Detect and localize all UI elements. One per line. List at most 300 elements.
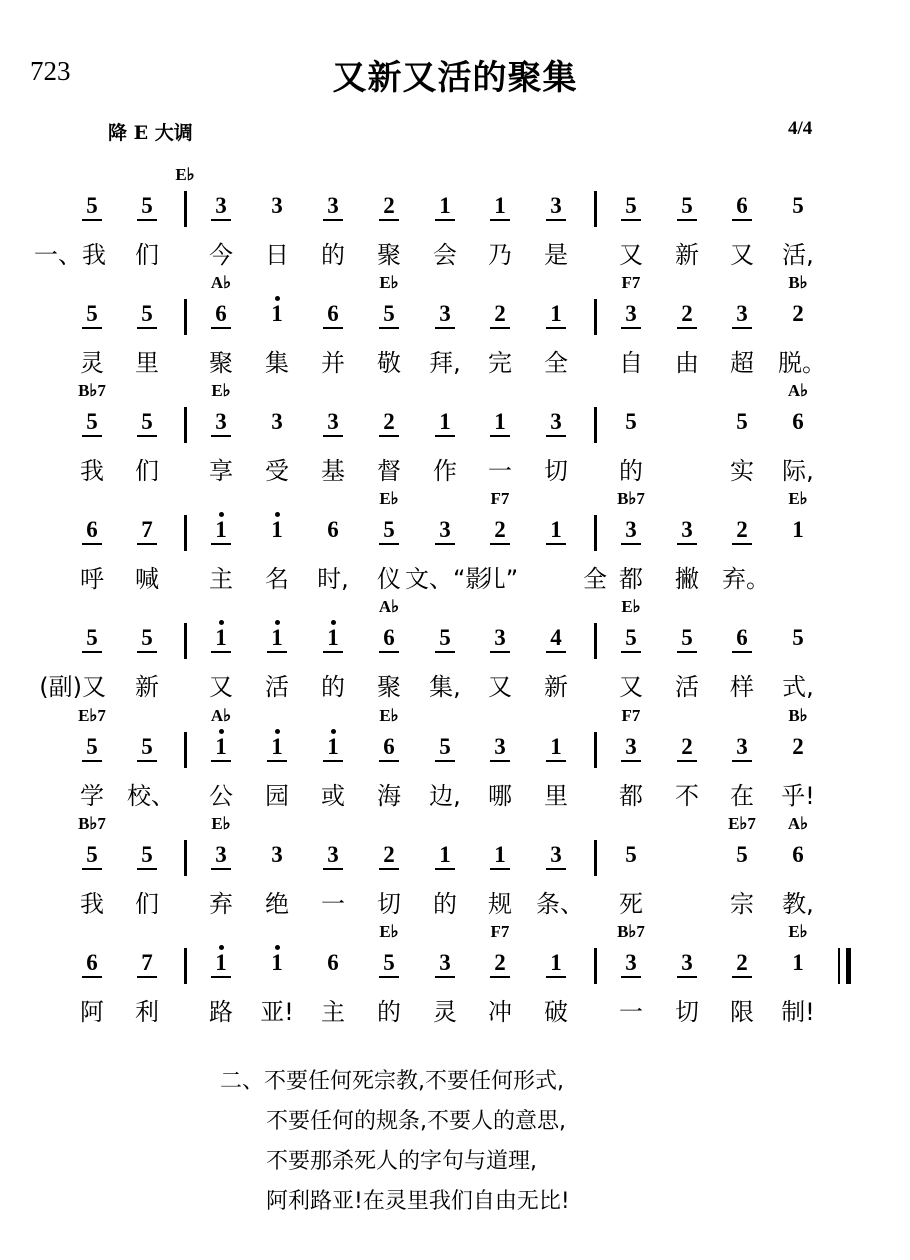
lyric-syllable: 呼 xyxy=(80,565,104,593)
note-digit xyxy=(425,625,465,651)
note-value: 5 xyxy=(86,409,98,434)
note-value: 6 xyxy=(736,625,748,650)
note-digit xyxy=(72,842,112,868)
note-value: 5 xyxy=(141,301,153,326)
note-digit xyxy=(201,625,241,651)
octave-dot xyxy=(219,620,224,625)
note-digit xyxy=(425,950,465,976)
lyric-syllable: 的 xyxy=(321,673,345,701)
note-digit xyxy=(425,193,465,219)
lyric-syllable: 教, xyxy=(782,890,814,918)
bar-line xyxy=(184,299,187,335)
note-value: 1 xyxy=(550,734,562,759)
note-digit xyxy=(313,734,353,760)
note-value: 1 xyxy=(792,517,804,542)
note-value: 2 xyxy=(383,193,395,218)
octave-dot xyxy=(219,512,224,517)
note-value: 5 xyxy=(141,625,153,650)
chord-symbol: B♭ xyxy=(788,273,808,292)
note-value: 5 xyxy=(141,734,153,759)
bar-line xyxy=(184,407,187,443)
lyric-syllable: 们 xyxy=(135,457,159,485)
note-value: 2 xyxy=(494,301,506,326)
note-value: 1 xyxy=(271,950,283,975)
note-value: 2 xyxy=(736,950,748,975)
note-value: 1 xyxy=(550,301,562,326)
lyric-syllable: 阿 xyxy=(80,998,104,1026)
note-value: 3 xyxy=(215,409,227,434)
note-digit xyxy=(722,625,762,651)
lyric-syllable: 或 xyxy=(321,782,345,810)
note-value: 7 xyxy=(141,950,153,975)
lyric-syllable: 限 xyxy=(730,998,754,1026)
note-digit xyxy=(201,734,241,760)
octave-dot xyxy=(275,945,280,950)
note-digit xyxy=(667,301,707,327)
lyric-syllable: 际, xyxy=(782,457,814,485)
note-value: 2 xyxy=(494,950,506,975)
lyric-syllable: 撇 xyxy=(675,565,699,593)
verse-two-line: 二、不要任何死宗教,不要任何形式, xyxy=(220,1069,564,1094)
lyric-syllable: 冲 xyxy=(488,998,512,1026)
lyric-syllable: 都 xyxy=(619,782,643,810)
lyric-syllable: 今 xyxy=(209,241,233,269)
final-bar-line xyxy=(846,948,851,984)
chord-symbol: E♭7 xyxy=(78,706,106,725)
note-value: 1 xyxy=(271,734,283,759)
bar-line xyxy=(594,623,597,659)
lyric-syllable: 一 xyxy=(321,890,345,918)
lyric-syllable: 破 xyxy=(544,998,568,1026)
note-digit xyxy=(536,193,576,219)
chord-symbol: E♭ xyxy=(621,597,641,616)
note-value: 5 xyxy=(383,301,395,326)
note-value: 1 xyxy=(271,301,283,326)
note-value: 3 xyxy=(215,193,227,218)
note-digit xyxy=(369,950,409,976)
bar-line xyxy=(184,948,187,984)
note-value: 6 xyxy=(327,517,339,542)
lyric-syllable: 路 xyxy=(209,998,233,1026)
note-digit xyxy=(127,301,167,327)
note-value: 2 xyxy=(736,517,748,542)
lyric-syllable: 边, xyxy=(429,782,461,810)
lyric-syllable: 主 xyxy=(209,565,233,593)
note-digit xyxy=(536,301,576,327)
lyric-syllable: 的 xyxy=(377,998,401,1026)
note-digit xyxy=(778,950,818,976)
note-digit xyxy=(72,625,112,651)
note-value: 1 xyxy=(215,950,227,975)
chord-symbol: A♭ xyxy=(787,814,809,833)
note-digit xyxy=(257,517,297,543)
note-digit xyxy=(201,517,241,543)
note-value: 3 xyxy=(271,842,283,867)
note-digit xyxy=(257,193,297,219)
lyric-syllable: 不 xyxy=(675,782,699,810)
bar-line xyxy=(184,191,187,227)
note-value: 6 xyxy=(383,734,395,759)
note-digit xyxy=(127,517,167,543)
note-value: 5 xyxy=(625,409,637,434)
verse-two-line: 不要那杀死人的字句与道理, xyxy=(266,1149,537,1174)
lyric-syllable: 一 xyxy=(488,457,512,485)
lyric-syllable: 敬 xyxy=(377,349,401,377)
note-digit xyxy=(72,517,112,543)
note-value: 6 xyxy=(215,301,227,326)
lyric-syllable: 新 xyxy=(675,241,699,269)
note-digit xyxy=(480,409,520,435)
note-value: 5 xyxy=(141,409,153,434)
note-value: 5 xyxy=(681,625,693,650)
note-value: 5 xyxy=(625,625,637,650)
note-value: 5 xyxy=(141,842,153,867)
chord-symbol: B♭7 xyxy=(617,489,645,508)
note-digit xyxy=(611,625,651,651)
chord-symbol: E♭ xyxy=(211,381,231,400)
note-digit xyxy=(480,734,520,760)
note-digit xyxy=(536,950,576,976)
chord-symbol: B♭7 xyxy=(78,814,106,833)
note-digit xyxy=(201,193,241,219)
note-digit xyxy=(127,409,167,435)
note-digit xyxy=(722,409,762,435)
note-digit xyxy=(257,409,297,435)
note-value: 1 xyxy=(792,950,804,975)
verse-two-line: 不要任何的规条,不要人的意思, xyxy=(266,1109,566,1134)
note-digit xyxy=(72,301,112,327)
note-digit xyxy=(127,625,167,651)
music-system xyxy=(0,922,910,1030)
lyric-syllable: 我 xyxy=(80,890,104,918)
chord-symbol: E♭ xyxy=(379,489,399,508)
chord-symbol: E♭ xyxy=(211,814,231,833)
lyric-syllable: 亚! xyxy=(260,998,294,1026)
lyric-syllable: 里 xyxy=(135,349,159,377)
lyric-syllable: 全 xyxy=(583,565,607,593)
lyric-syllable: 灵 xyxy=(433,998,457,1026)
lyric-syllable: 活 xyxy=(675,673,699,701)
lyric-syllable: 的 xyxy=(321,241,345,269)
lyric-syllable: 聚 xyxy=(377,673,401,701)
lyric-syllable: 样 xyxy=(730,673,754,701)
note-digit xyxy=(778,625,818,651)
note-digit xyxy=(201,409,241,435)
note-value: 3 xyxy=(439,301,451,326)
note-value: 3 xyxy=(327,409,339,434)
note-digit xyxy=(127,193,167,219)
note-value: 2 xyxy=(383,842,395,867)
note-value: 6 xyxy=(327,301,339,326)
note-digit xyxy=(536,517,576,543)
note-digit xyxy=(722,517,762,543)
note-digit xyxy=(480,625,520,651)
note-digit xyxy=(536,734,576,760)
chord-symbol: F7 xyxy=(490,489,510,508)
note-digit xyxy=(72,950,112,976)
chord-symbol: F7 xyxy=(621,706,641,725)
chord-symbol: E♭ xyxy=(788,489,808,508)
lyric-syllable: 制! xyxy=(781,998,815,1026)
lyric-syllable: 文、“影 xyxy=(405,565,490,593)
note-digit xyxy=(201,301,241,327)
note-value: 5 xyxy=(86,734,98,759)
lyric-syllable: 并 xyxy=(321,349,345,377)
lyric-syllable: 哪 xyxy=(488,782,512,810)
lyric-syllable: 受 xyxy=(265,457,289,485)
note-digit xyxy=(667,193,707,219)
note-digit xyxy=(201,950,241,976)
note-digit xyxy=(425,517,465,543)
note-digit xyxy=(480,517,520,543)
lyric-syllable: 灵 xyxy=(80,349,104,377)
chord-symbol: A♭ xyxy=(210,273,232,292)
time-signature: 4/4 xyxy=(788,118,813,139)
lyric-syllable: 基 xyxy=(321,457,345,485)
lyric-syllable: 享 xyxy=(209,457,233,485)
lyric-syllable: 式, xyxy=(782,673,814,701)
note-value: 1 xyxy=(550,517,562,542)
music-system xyxy=(0,489,910,597)
lyric-syllable: 作 xyxy=(433,457,457,485)
lyric-syllable: 日 xyxy=(265,241,289,269)
lyric-syllable: 乎! xyxy=(781,782,815,810)
lyric-syllable: 们 xyxy=(135,241,159,269)
note-value: 3 xyxy=(327,193,339,218)
note-value: 2 xyxy=(494,517,506,542)
lyric-syllable: 一 xyxy=(619,998,643,1026)
note-digit xyxy=(313,193,353,219)
note-digit xyxy=(722,842,762,868)
note-digit xyxy=(369,625,409,651)
lyric-syllable: 死 xyxy=(619,890,643,918)
note-value: 3 xyxy=(271,193,283,218)
note-value: 2 xyxy=(681,734,693,759)
octave-dot xyxy=(275,620,280,625)
note-value: 3 xyxy=(625,517,637,542)
note-digit xyxy=(611,193,651,219)
lyric-syllable: 活, xyxy=(782,241,814,269)
note-value: 6 xyxy=(792,842,804,867)
note-digit xyxy=(480,950,520,976)
hymn-number: 723 xyxy=(30,56,71,86)
lyric-syllable: 在 xyxy=(730,782,754,810)
lyric-syllable: 超 xyxy=(730,349,754,377)
lyric-syllable: 宗 xyxy=(730,890,754,918)
octave-dot xyxy=(275,729,280,734)
lyric-syllable: 由 xyxy=(675,349,699,377)
key-signature: 降 E 大调 xyxy=(108,122,193,144)
lyric-syllable: 弃。 xyxy=(722,565,770,593)
lyric-syllable: 主 xyxy=(321,998,345,1026)
chord-symbol: E♭ xyxy=(379,922,399,941)
lyric-syllable: 里 xyxy=(544,782,568,810)
bar-line xyxy=(184,515,187,551)
note-value: 1 xyxy=(271,625,283,650)
note-value: 1 xyxy=(439,842,451,867)
note-digit xyxy=(313,625,353,651)
note-value: 6 xyxy=(86,517,98,542)
note-digit xyxy=(257,734,297,760)
note-value: 1 xyxy=(494,409,506,434)
lyric-syllable: 督 xyxy=(377,457,401,485)
note-value: 5 xyxy=(383,950,395,975)
lyric-syllable: 都 xyxy=(619,565,643,593)
note-value: 1 xyxy=(494,193,506,218)
note-digit xyxy=(425,301,465,327)
lyric-syllable: 又 xyxy=(488,673,512,701)
note-digit xyxy=(611,734,651,760)
chord-symbol: B♭7 xyxy=(78,381,106,400)
note-digit xyxy=(127,734,167,760)
note-value: 3 xyxy=(625,734,637,759)
chord-symbol: E♭ xyxy=(175,165,195,184)
bar-line xyxy=(594,191,597,227)
note-digit xyxy=(369,842,409,868)
lyric-syllable: 利 xyxy=(135,998,159,1026)
bar-line xyxy=(184,732,187,768)
note-value: 5 xyxy=(792,625,804,650)
note-digit xyxy=(667,625,707,651)
note-digit xyxy=(127,950,167,976)
note-value: 5 xyxy=(86,301,98,326)
note-digit xyxy=(72,734,112,760)
note-digit xyxy=(611,409,651,435)
lyric-syllable: 又 xyxy=(209,673,233,701)
note-digit xyxy=(257,842,297,868)
note-digit xyxy=(369,517,409,543)
lyric-syllable: 聚 xyxy=(209,349,233,377)
lyric-syllable: 新 xyxy=(135,673,159,701)
note-value: 3 xyxy=(271,409,283,434)
lyric-syllable: 海 xyxy=(377,782,401,810)
note-digit xyxy=(425,734,465,760)
note-value: 6 xyxy=(86,950,98,975)
verse-two-line: 阿利路亚!在灵里我们自由无比! xyxy=(266,1189,570,1214)
note-digit xyxy=(127,842,167,868)
note-value: 6 xyxy=(792,409,804,434)
octave-dot xyxy=(275,296,280,301)
note-digit xyxy=(778,842,818,868)
note-digit xyxy=(722,734,762,760)
chord-symbol: E♭7 xyxy=(728,814,756,833)
note-value: 2 xyxy=(681,301,693,326)
lyric-syllable: 儿” xyxy=(481,565,519,593)
note-value: 3 xyxy=(550,409,562,434)
chord-symbol: F7 xyxy=(621,273,641,292)
note-digit xyxy=(536,625,576,651)
note-value: 3 xyxy=(494,625,506,650)
note-value: 3 xyxy=(625,950,637,975)
note-digit xyxy=(313,301,353,327)
note-value: 5 xyxy=(86,625,98,650)
hymn-title: 又新又活的聚集 xyxy=(332,58,578,98)
music-system xyxy=(0,273,910,381)
note-value: 1 xyxy=(327,625,339,650)
note-value: 3 xyxy=(494,734,506,759)
note-digit xyxy=(425,409,465,435)
note-digit xyxy=(72,409,112,435)
lyric-syllable: 一、我 xyxy=(34,241,106,269)
note-digit xyxy=(722,193,762,219)
music-system xyxy=(0,814,910,922)
note-value: 6 xyxy=(327,950,339,975)
note-value: 5 xyxy=(792,193,804,218)
note-value: 7 xyxy=(141,517,153,542)
music-system xyxy=(0,381,910,489)
note-value: 6 xyxy=(736,193,748,218)
lyric-syllable: 集, xyxy=(429,673,461,701)
music-system xyxy=(0,706,910,814)
note-digit xyxy=(257,625,297,651)
lyric-syllable: (副)又 xyxy=(39,673,106,701)
octave-dot xyxy=(331,729,336,734)
chord-symbol: A♭ xyxy=(378,597,400,616)
note-digit xyxy=(369,193,409,219)
bar-line xyxy=(594,407,597,443)
lyric-syllable: 绝 xyxy=(265,890,289,918)
note-digit xyxy=(425,842,465,868)
lyric-syllable: 自 xyxy=(619,349,643,377)
note-value: 4 xyxy=(550,625,562,650)
note-digit xyxy=(201,842,241,868)
chord-symbol: A♭ xyxy=(210,706,232,725)
bar-line xyxy=(594,948,597,984)
note-digit xyxy=(722,950,762,976)
note-value: 1 xyxy=(327,734,339,759)
note-digit xyxy=(480,301,520,327)
lyric-syllable: 又 xyxy=(619,241,643,269)
lyric-syllable: 学 xyxy=(80,782,104,810)
note-digit xyxy=(257,301,297,327)
lyric-syllable: 拜, xyxy=(429,349,461,377)
lyric-syllable: 弃 xyxy=(209,890,233,918)
note-digit xyxy=(480,193,520,219)
lyric-syllable: 们 xyxy=(135,890,159,918)
note-value: 1 xyxy=(215,517,227,542)
lyric-syllable: 切 xyxy=(675,998,699,1026)
note-value: 3 xyxy=(215,842,227,867)
note-value: 6 xyxy=(383,625,395,650)
note-digit xyxy=(722,301,762,327)
note-value: 5 xyxy=(141,193,153,218)
note-value: 3 xyxy=(736,734,748,759)
note-value: 5 xyxy=(736,409,748,434)
octave-dot xyxy=(219,945,224,950)
chord-symbol: E♭ xyxy=(379,706,399,725)
lyric-syllable: 又 xyxy=(730,241,754,269)
note-value: 2 xyxy=(792,301,804,326)
note-digit xyxy=(778,193,818,219)
lyric-syllable: 规 xyxy=(488,890,512,918)
lyric-syllable: 活 xyxy=(265,673,289,701)
lyric-syllable: 仪 xyxy=(377,565,401,593)
lyric-syllable: 校、 xyxy=(127,782,175,810)
note-digit xyxy=(369,301,409,327)
lyric-syllable: 喊 xyxy=(135,565,159,593)
chord-symbol: A♭ xyxy=(787,381,809,400)
octave-dot xyxy=(275,512,280,517)
note-value: 2 xyxy=(383,409,395,434)
lyric-syllable: 的 xyxy=(619,457,643,485)
chord-symbol: F7 xyxy=(490,922,510,941)
note-digit xyxy=(611,950,651,976)
lyric-syllable: 的 xyxy=(433,890,457,918)
note-digit xyxy=(536,842,576,868)
note-digit xyxy=(778,517,818,543)
note-digit xyxy=(257,950,297,976)
lyric-syllable: 新 xyxy=(544,673,568,701)
